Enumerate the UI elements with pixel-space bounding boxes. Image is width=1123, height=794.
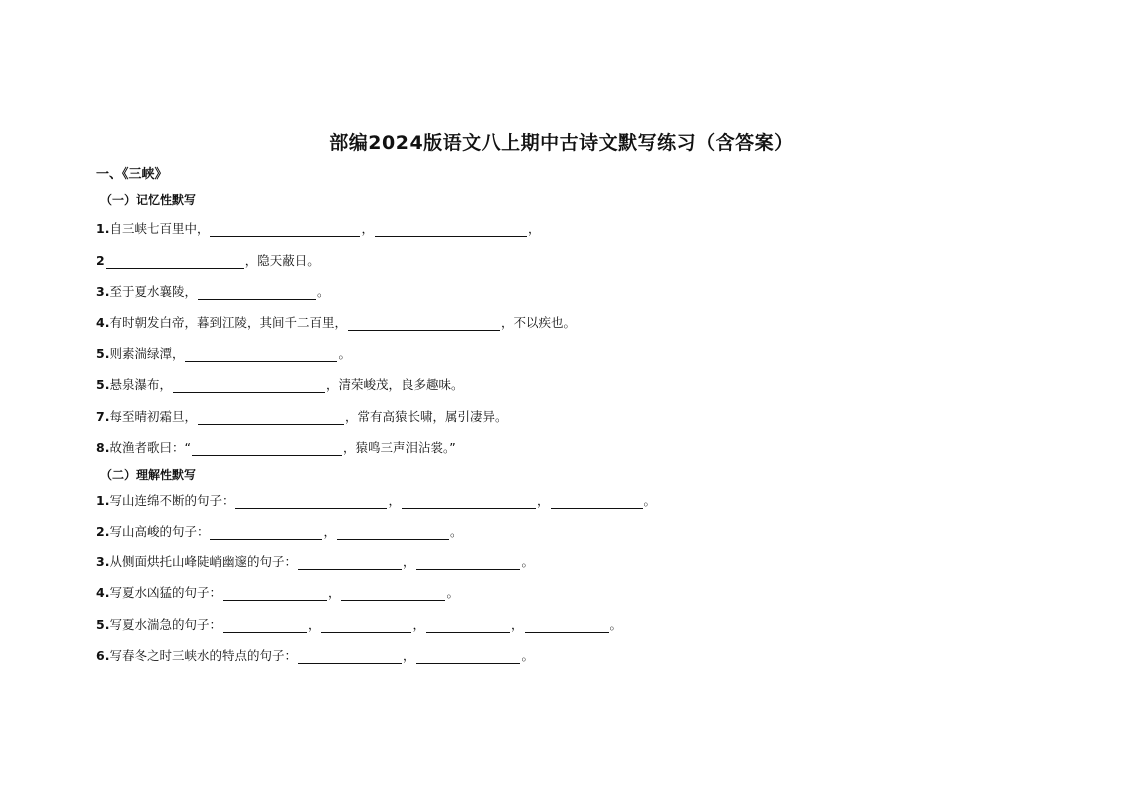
item-text: ， (402, 648, 416, 663)
understanding-item-5 (96, 617, 622, 633)
item-text: ，不以疾也。 (500, 315, 576, 330)
item-number: 3. (96, 284, 110, 299)
answer-blank[interactable] (321, 619, 411, 633)
answer-blank[interactable] (426, 619, 510, 633)
item-text: 。 (316, 284, 330, 299)
item-text: ，隐天蔽日。 (244, 253, 320, 268)
item-number: 2 (96, 253, 105, 268)
item-text: ，常有高猿长啸，属引凄异。 (344, 409, 508, 424)
answer-blank[interactable] (348, 317, 500, 331)
answer-blank[interactable] (551, 495, 643, 509)
item-text: ， (511, 617, 524, 632)
page-title: 部编2024版语文八上期中古诗文默写练习（含答案） (329, 132, 794, 154)
answer-blank[interactable] (210, 223, 360, 237)
answer-blank[interactable] (173, 379, 325, 393)
item-text: 写夏水湍急的句子： (109, 617, 222, 632)
item-number: 2. (96, 524, 110, 539)
item-text: 。 (521, 648, 534, 663)
subsection-memory-heading: （一）记忆性默写 (100, 193, 197, 207)
memory-item-7 (96, 409, 507, 425)
item-text: 写山高峻的句子： (109, 524, 210, 539)
item-text: 。 (643, 493, 657, 508)
memory-item-4 (96, 315, 576, 331)
item-text: 则素湍绿潭， (109, 346, 185, 361)
answer-blank[interactable] (185, 348, 337, 362)
item-text: 。 (338, 346, 351, 361)
item-number: 8. (96, 440, 110, 455)
answer-blank[interactable] (337, 526, 449, 540)
memory-item-1 (96, 221, 541, 237)
item-text: 故渔者歌曰：“ (109, 440, 191, 455)
item-text: 。 (609, 617, 623, 632)
section-heading: 一、《三峡》 (96, 167, 168, 182)
item-text: ， (412, 617, 425, 632)
item-text: ， (323, 524, 336, 539)
understanding-item-3 (96, 554, 534, 570)
answer-blank[interactable] (198, 286, 316, 300)
item-text: ， (536, 493, 550, 508)
item-text: ， (388, 493, 401, 508)
answer-blank[interactable] (223, 587, 327, 601)
answer-blank[interactable] (210, 526, 322, 540)
subsection-understanding-heading: （二）理解性默写 (100, 468, 197, 482)
understanding-item-2 (96, 524, 463, 540)
item-text: ， (327, 585, 341, 600)
answer-blank[interactable] (198, 411, 344, 425)
answer-blank[interactable] (416, 556, 520, 570)
item-text: 至于夏水襄陵， (109, 284, 197, 299)
answer-blank[interactable] (298, 556, 402, 570)
item-number: 5. (96, 617, 110, 632)
answer-blank[interactable] (235, 495, 387, 509)
item-text: 从侧面烘托山峰陡峭幽邃的句子： (109, 554, 297, 569)
answer-blank[interactable] (192, 442, 342, 456)
item-number: 3. (96, 554, 110, 569)
item-number: 5. (96, 346, 110, 361)
item-text: 有时朝发白帝，暮到江陵，其间千二百里， (109, 315, 347, 330)
item-text: ， (307, 617, 321, 632)
memory-item-8 (96, 440, 456, 456)
item-text: ， (527, 221, 541, 236)
item-number: 1. (96, 493, 110, 508)
item-text: 自三峡七百里中， (109, 221, 210, 236)
item-text: 。 (446, 585, 459, 600)
answer-blank[interactable] (223, 619, 307, 633)
answer-blank[interactable] (525, 619, 609, 633)
memory-item-3 (96, 284, 329, 300)
item-text: 写山连绵不断的句子： (109, 493, 235, 508)
answer-blank[interactable] (416, 650, 520, 664)
memory-item-2 (96, 253, 320, 269)
item-number: 4. (96, 315, 110, 330)
understanding-item-1 (96, 493, 656, 509)
item-text: ， (402, 554, 416, 569)
answer-blank[interactable] (341, 587, 445, 601)
item-text: 悬泉瀑布， (109, 377, 172, 392)
item-text: ， (361, 221, 374, 236)
item-number: 5. (96, 377, 110, 392)
item-text: ，猿鸣三声泪沾裳。” (342, 440, 456, 455)
item-text: 。 (521, 554, 534, 569)
item-number: 4. (96, 585, 110, 600)
item-text: ，清荣峻茂，良多趣味。 (325, 377, 464, 392)
answer-blank[interactable] (402, 495, 536, 509)
answer-blank[interactable] (106, 255, 244, 269)
memory-item-6 (96, 377, 463, 393)
memory-item-5 (96, 346, 351, 362)
item-text: 写春冬之时三峡水的特点的句子： (109, 648, 297, 663)
item-number: 6. (96, 648, 110, 663)
understanding-item-4 (96, 585, 459, 601)
answer-blank[interactable] (298, 650, 402, 664)
item-number: 7. (96, 409, 110, 424)
item-text: 每至晴初霜旦， (109, 409, 197, 424)
item-text: 写夏水凶猛的句子： (109, 585, 222, 600)
item-text: 。 (449, 524, 463, 539)
understanding-item-6 (96, 648, 534, 664)
answer-blank[interactable] (375, 223, 527, 237)
item-number: 1. (96, 221, 110, 236)
